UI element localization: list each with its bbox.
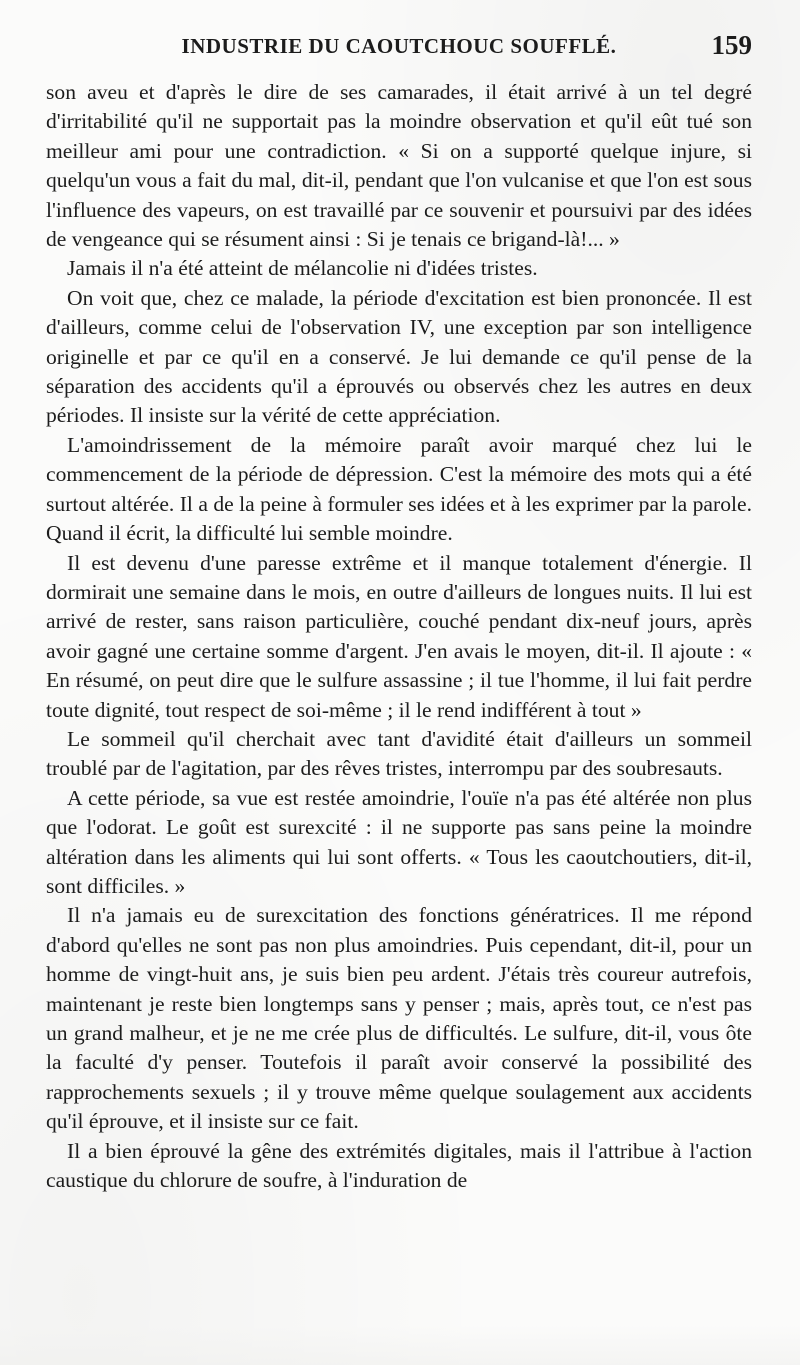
paragraph: Il est devenu d'une paresse extrême et il manque totalement d'énergie. Il dormirait une semaine dans le mois, en outre d'ailleurs de longues nuits. Il lui est arrivé de rester, sans raison particulière, couché pendant dix-neuf jours, après avoir gagné une certaine somme d'argent. J'en avais le moyen, dit-il. Il ajoute : « En résumé, on peut dire que le sulfure assassine ; il tue l'homme, il lui fait perdre toute dignité, tout respect de soi-même ; il le rend indifférent à tout » [46, 550, 752, 722]
paragraph: A cette période, sa vue est restée amoindrie, l'ouïe n'a pas été altérée non plus que l'odorat. Le goût est surexcité : il ne supporte pas sans peine la moindre altération dans les aliments qui lui sont offerts. « Tous les caoutchoutiers, dit-il, sont difficiles. » [46, 785, 752, 898]
running-title: INDUSTRIE DU CAOUTCHOUC SOUFFLÉ. [181, 34, 617, 58]
paragraph: Il a bien éprouvé la gêne des extrémités digitales, mais il l'attribue à l'action caustique du chlorure de soufre, à l'induration de [46, 1138, 752, 1193]
running-header [46, 28, 752, 78]
page-edge-shadow [0, 1325, 800, 1365]
paragraph: Jamais il n'a été atteint de mélancolie ni d'idées tristes. [67, 256, 538, 281]
paragraph: Le sommeil qu'il cherchait avec tant d'avidité était d'ailleurs un sommeil troublé par de l'agitation, par des rêves tristes, interrompu par des soubresauts. [46, 726, 752, 781]
page-number: 159 [711, 30, 752, 60]
paragraph: On voit que, chez ce malade, la période d'excitation est bien prononcée. Il est d'ailleurs, comme celui de l'observation IV, une exception par son intelligence originelle et par ce qu'il en a conservé. Je lui demande ce qu'il pense de la séparation des accidents qu'il a éprouvés ou observés chez les autres en deux périodes. Il insiste sur la vérité de cette appréciation. [46, 285, 752, 428]
paragraph: L'amoindrissement de la mémoire paraît avoir marqué chez lui le commencement de la période de dépression. C'est la mémoire des mots qui a été surtout altérée. Il a de la peine à formuler ses idées et à les exprimer par la parole. Quand il écrit, la difficulté lui semble moindre. [46, 432, 752, 546]
body-text [46, 78, 752, 1195]
paragraph: Il n'a jamais eu de surexcitation des fonctions génératrices. Il me répond d'abord qu'elles ne sont pas non plus amoindries. Puis cependant, dit-il, pour un homme de vingt-huit ans, je suis bien peu ardent. J'étais très coureur autrefois, maintenant je reste bien longtemps sans y penser ; mais, après tout, ce n'est pas un grand malheur, et je ne me crée plus de difficultés. Le sulfure, dit-il, vous ôte la faculté d'y penser. Toutefois il paraît avoir conservé la possibilité des rapprochements sexuels ; il y trouve même quelque soulagement aux accidents qu'il éprouve, et il insiste sur ce fait. [46, 903, 752, 1134]
paragraph-continued: son aveu et d'après le dire de ses camarades, il était arrivé à un tel degré d'irritabilité qu'il ne supportait pas la moindre observation et qu'il eût tué son meilleur ami pour une contradiction. « Si on a supporté quelque injure, si quelqu'un vous a fait du mal, dit-il, pendant que l'on vulcanise et que l'on est sous l'influence des vapeurs, on est travaillé par ce souvenir et poursuivi par des idées de vengeance qui se résument ainsi : Si je tenais ce brigand-là!... » [46, 80, 752, 252]
